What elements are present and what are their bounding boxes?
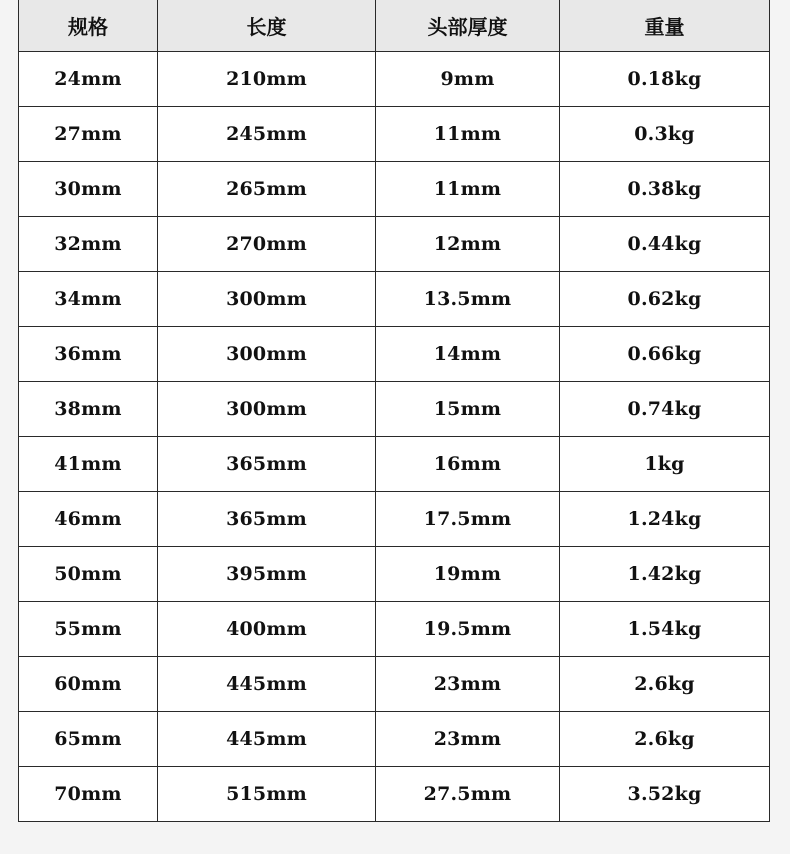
cell-length: 365mm: [158, 492, 376, 547]
cell-spec: 55mm: [19, 602, 158, 657]
header-row: [19, 0, 770, 52]
cell-weight: 0.38kg: [560, 162, 770, 217]
cell-length: 395mm: [158, 547, 376, 602]
cell-head-thickness: 23mm: [376, 657, 560, 712]
cell-head-thickness: 13.5mm: [376, 272, 560, 327]
cell-head-thickness: 27.5mm: [376, 767, 560, 822]
cell-head-thickness: 19.5mm: [376, 602, 560, 657]
cell-weight: 0.66kg: [560, 327, 770, 382]
cell-weight: 0.74kg: [560, 382, 770, 437]
table-row: [19, 162, 770, 217]
cell-spec: 38mm: [19, 382, 158, 437]
cell-weight: 1.54kg: [560, 602, 770, 657]
cell-length: 270mm: [158, 217, 376, 272]
header-weight: 重量: [560, 0, 770, 52]
cell-head-thickness: 15mm: [376, 382, 560, 437]
cell-head-thickness: 19mm: [376, 547, 560, 602]
cell-head-thickness: 9mm: [376, 52, 560, 107]
cell-length: 265mm: [158, 162, 376, 217]
table-body: [19, 52, 770, 822]
cell-length: 210mm: [158, 52, 376, 107]
cell-spec: 65mm: [19, 712, 158, 767]
cell-length: 445mm: [158, 712, 376, 767]
cell-weight: 0.44kg: [560, 217, 770, 272]
table-row: [19, 712, 770, 767]
cell-head-thickness: 11mm: [376, 162, 560, 217]
table-header: [19, 0, 770, 52]
table-row: [19, 547, 770, 602]
table-row: [19, 767, 770, 822]
cell-weight: 0.18kg: [560, 52, 770, 107]
cell-weight: 3.52kg: [560, 767, 770, 822]
cell-length: 400mm: [158, 602, 376, 657]
cell-weight: 0.62kg: [560, 272, 770, 327]
cell-spec: 46mm: [19, 492, 158, 547]
cell-length: 445mm: [158, 657, 376, 712]
cell-length: 300mm: [158, 272, 376, 327]
cell-weight: 1.42kg: [560, 547, 770, 602]
cell-length: 300mm: [158, 327, 376, 382]
cell-weight: 2.6kg: [560, 712, 770, 767]
cell-head-thickness: 11mm: [376, 107, 560, 162]
cell-head-thickness: 12mm: [376, 217, 560, 272]
spec-table-container: [18, 0, 769, 822]
table-row: [19, 437, 770, 492]
cell-weight: 2.6kg: [560, 657, 770, 712]
table-row: [19, 107, 770, 162]
cell-spec: 36mm: [19, 327, 158, 382]
spec-table: [18, 0, 770, 822]
table-row: [19, 327, 770, 382]
cell-spec: 60mm: [19, 657, 158, 712]
cell-length: 515mm: [158, 767, 376, 822]
cell-head-thickness: 23mm: [376, 712, 560, 767]
header-spec: 规格: [19, 0, 158, 52]
table-row: [19, 602, 770, 657]
header-length: 长度: [158, 0, 376, 52]
cell-spec: 34mm: [19, 272, 158, 327]
cell-spec: 50mm: [19, 547, 158, 602]
cell-length: 365mm: [158, 437, 376, 492]
table-row: [19, 382, 770, 437]
cell-spec: 30mm: [19, 162, 158, 217]
cell-head-thickness: 16mm: [376, 437, 560, 492]
cell-weight: 0.3kg: [560, 107, 770, 162]
cell-head-thickness: 17.5mm: [376, 492, 560, 547]
cell-spec: 24mm: [19, 52, 158, 107]
cell-spec: 27mm: [19, 107, 158, 162]
cell-spec: 32mm: [19, 217, 158, 272]
table-row: [19, 217, 770, 272]
cell-head-thickness: 14mm: [376, 327, 560, 382]
table-row: [19, 492, 770, 547]
cell-weight: 1.24kg: [560, 492, 770, 547]
header-head-thickness: 头部厚度: [376, 0, 560, 52]
cell-spec: 41mm: [19, 437, 158, 492]
table-row: [19, 272, 770, 327]
cell-weight: 1kg: [560, 437, 770, 492]
table-row: [19, 52, 770, 107]
cell-length: 245mm: [158, 107, 376, 162]
cell-length: 300mm: [158, 382, 376, 437]
table-row: [19, 657, 770, 712]
cell-spec: 70mm: [19, 767, 158, 822]
